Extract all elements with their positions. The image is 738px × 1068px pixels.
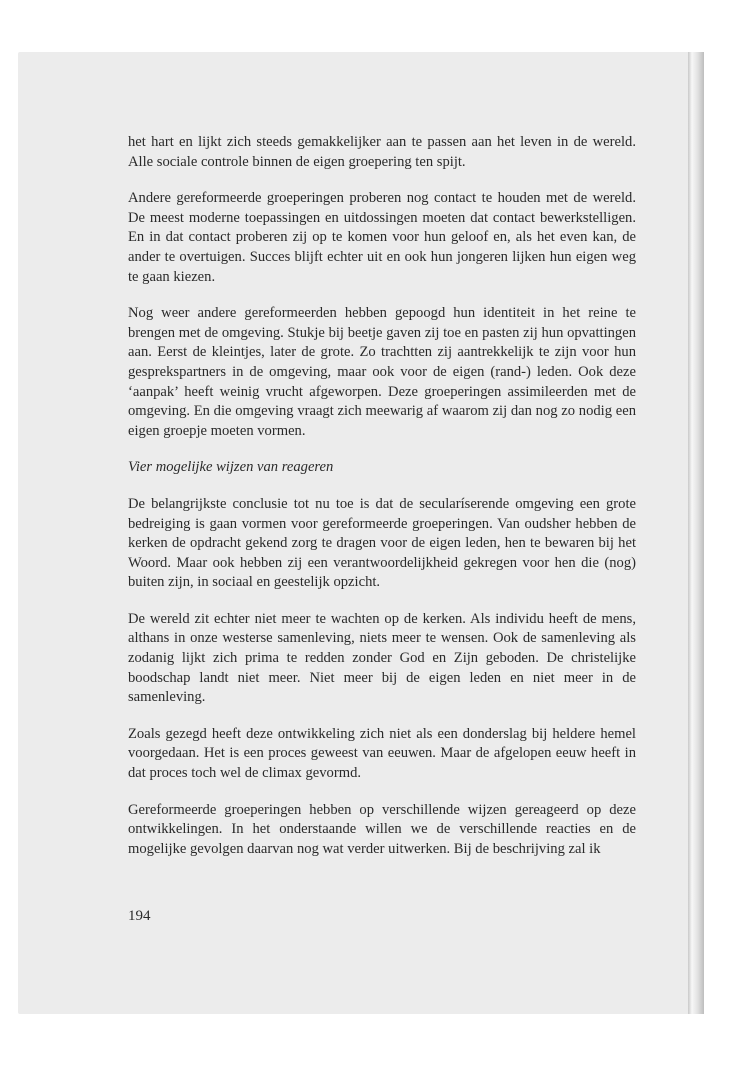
paragraph-5: De wereld zit echter niet meer te wachten op de kerken. Als individu heeft de mens, althans in onze westerse samenleving, niets meer te wensen. Ook de samenleving als zodanig lijkt zich prima te redden zonder God en Zijn geboden. De christelijke boodschap landt niet meer. Niet meer bij de eigen leden en niet meer in de samenleving. bbox=[128, 610, 636, 706]
section-heading: Vier mogelijke wijzen van reageren bbox=[128, 459, 334, 476]
paragraph-6: Zoals gezegd heeft deze ontwikkeling zich niet als een donderslag bij heldere hemel voorgedaan. Het is een proces geweest van eeuwen. Maar de afgelopen eeuw heeft in dat proces toch wel de climax gevormd. bbox=[128, 725, 636, 782]
paragraph-7: Gereformeerde groeperingen hebben op verschillende wijzen gereageerd op deze ontwikkelingen. In het onderstaande willen we de verschillende reacties en de mogelijke gevolgen daarvan nog wat verder uitwerken. Bij de beschrijving zal ik bbox=[128, 801, 636, 857]
page-edge bbox=[688, 52, 704, 1014]
paragraph-1: het hart en lijkt zich steeds gemakkelijker aan te passen aan het leven in de wereld. Alle sociale controle binnen de eigen groepering ten spijt. bbox=[128, 134, 636, 170]
paragraph-4: De belangrijkste conclusie tot nu toe is dat de secularíserende omgeving een grote bedreiging is gaan vormen voor gereformeerde groeperingen. Van oudsher hebben de kerken de opdracht gekend zorg te dragen voor de eigen leden, hen te bewaren bij het Woord. Maar ook hebben zij een verantwoordelijkheid gekregen voor hen die (nog) buiten zijn, in sociaal en geestelijk opzicht. bbox=[128, 495, 636, 591]
page-number: 194 bbox=[128, 908, 151, 924]
body-text bbox=[128, 133, 636, 876]
paragraph-2: Andere gereformeerde groeperingen proberen nog contact te houden met de wereld. De meest moderne toepassingen en uitdossingen moeten dat contact bewerkstelligen. En in dat contact proberen zij op te komen voor hun geloof en, als het even kan, de ander te overtuigen. Succes blijft echter uit en ook hun jongeren lijken hun eigen weg te gaan kiezen. bbox=[128, 190, 636, 285]
paragraph-3: Nog weer andere gereformeerden hebben gepoogd hun identiteit in het reine te brengen met de omgeving. Stukje bij beetje gaven zij toe en pasten zij hun opvattingen aan. Eerst de kleintjes, later de grote. Zo trachtten zij aantrekkelijk te zijn voor hun gesprekspartners in de omgeving, maar ook voor de eigen (rand-) leden. Ook deze ‘aanpak’ heeft weinig vrucht afgeworpen. Deze groeperingen assimileerden met de omgeving. En die omgeving vraagt zich meewarig af waarom zij dan nog zo nodig een eigen groepje moeten vormen. bbox=[128, 305, 636, 439]
